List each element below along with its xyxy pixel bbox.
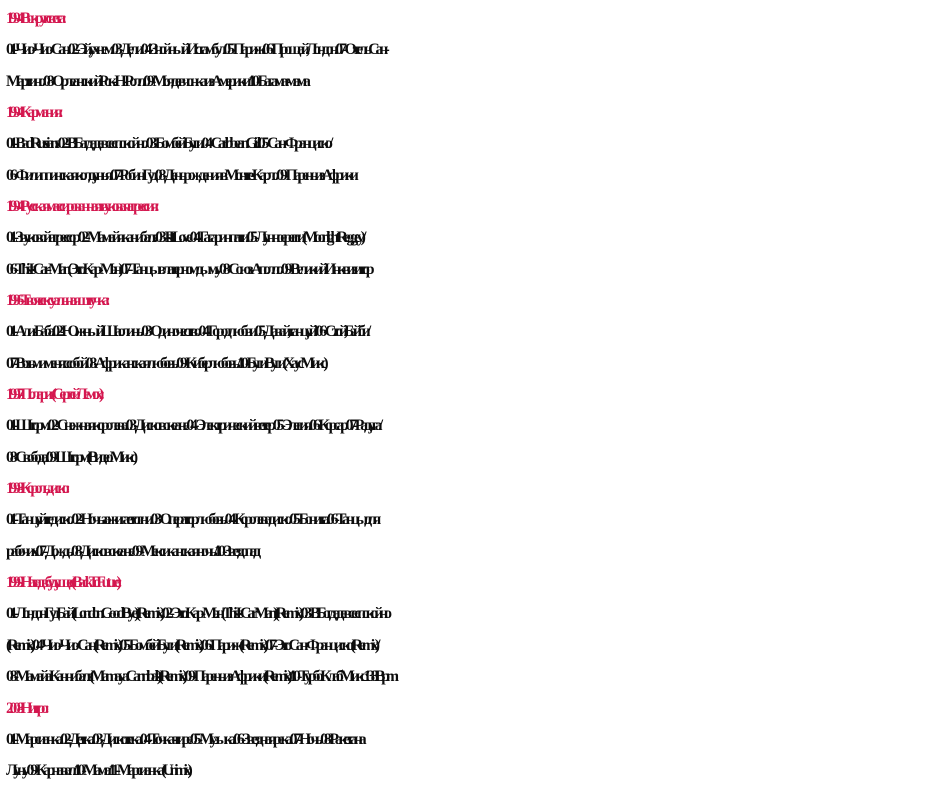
track-line: Мартино / 08 - Орлеанский Рок - Н - Ролл / 09 - Моя девчонка из Америки / 10 - Багама - мама: [6, 72, 307, 90]
track-line: 06 - This Is Car - Man (Это Кар - Мэн) / 07 - Танцы в лазерном дыму / 08 - Союз - Аполло / 09 - Великий Инквизитор: [6, 260, 371, 278]
track-list: [6, 410, 932, 473]
album-1994-karmaniya: [6, 97, 932, 191]
track-list: [6, 222, 932, 285]
album-1999-nazad-v-budushchee: [6, 567, 932, 693]
track-list: [6, 504, 932, 567]
track-line: 01 - Звуковой агрессор / 02 - Мамайя канибалз / 03 - Is It Love / 04 - Гагарин пати / 05 - Лунное регги (Moonlight Reggey) /: [6, 229, 363, 246]
album-title: 1997 - Поларис (Сергей Лемох):: [6, 386, 101, 403]
track-line: 01 - Али - Баба / 02 - Южный Шаолинь / 03 - Одиночество / 04 - Город любви / 05 - Давай, танцуй! / 06 - Стой, Бэйби /: [6, 323, 368, 340]
album-title: 1994 - Кармания:: [6, 104, 60, 121]
track-line: (Remix) / 04 - Чио - Чио - Сан (Remix) / 05 - Бомбей Буги (Remix) / 06 - Париж (Remix) / 07 - Это Сан - Франциско (Remix) /: [6, 636, 377, 654]
track-line: Луну / 09 - Карнавал / 10 - Мама / 11 - Марсианка (Unimix): [6, 762, 189, 779]
album-2008-nitro: [6, 693, 932, 787]
album-1994-vokrug-sveta: [6, 3, 932, 97]
track-line: 08 - Свобода / 09 - Шторм (Видео Микс): [6, 448, 135, 466]
track-line: рабочих / 07 - Дождь / 08 - Диско в океане / 09 - Мексиканская ночь / 10 - Звездопад: [6, 542, 257, 560]
track-list: [6, 34, 932, 97]
track-line: 08 - Мамайа Каннибалз (Mamaya Cannibals) (Remix) / 09 - Парень из Африки (Remix) / 10 - Турбо Клаб Микс 138 Bpm: [6, 668, 395, 685]
track-line: 06 - Филиппинская колдунья / 07 - Робин Гуд / 08 - День рождения в Монте - Карло / 09 - Парень из Африки: [6, 166, 355, 184]
track-list: [6, 598, 932, 693]
track-list: [6, 128, 932, 191]
track-line: 01 - Bad Russians / 02 - В Багдаде все спокойно / 03 - Бомбей Буги / 04 - Caribbean Girl / 05 - Сан - Франциско /: [6, 135, 330, 152]
album-1996-tvoya-shtuchka: [6, 285, 932, 379]
track-line: 01 - Танцуйте диско / 02 - Ночь зажигает огни / 03 - Оператор любовь / 04 - Королева диско / 05 - Бонита / 06 - Танцы для: [6, 511, 378, 528]
album-1998-korol-disko: [6, 473, 932, 567]
track-list: [6, 724, 932, 787]
album-title: 1994 - Вокруг света:: [6, 10, 63, 27]
album-1997-polaris: [6, 379, 932, 473]
album-title: 1998 - Король диско:: [6, 480, 67, 497]
album-title: 1994 - Русская массированная звуковая агрессия:: [6, 198, 156, 215]
track-line: 07 - Возьми меня с собой / 08 - Африканская любовь / 09 - Киберлюбовь / 10 - Буги Вуги (Хаус Микс): [6, 354, 325, 372]
album-title: 1999 - Назад в будущее (Back To Future):: [6, 574, 119, 591]
track-list: [6, 316, 932, 379]
track-line: 01 - Лондон Гуд Бай (London Good Bye) (Remix) / 02 - Это Кар - Мэн (This Is Car Man) (Remix) / 03 - В Богдаде все спокойно: [6, 605, 388, 622]
album-1994-russkaya-agressiya: [6, 191, 932, 285]
album-title: 2008 - Нитро:: [6, 699, 46, 717]
album-title: 1996 - Твоя сексуальная штучка:: [6, 292, 107, 309]
track-line: 01 - Шторм / 02 - Снежная королева / 03 - Диско в океане / 04 - Электрический ветер / 05 - Элегия / 06 - Корсар / 07 - Радуга /: [6, 417, 379, 434]
track-line: 01 - Марсианка / 02 - Детка / 03 - Дискотека / 04 - Точка - тире / 05 - Музыка / 06 - Звездная река / 07 - Ночь / 08 - Ракета на: [6, 730, 363, 748]
track-line: 01 - Чио - Чио - Сан / 02 - Эй, ухнем / 03 - Дели / 04 - Знойный Истамбул / 05 - Париж / 06 - Прощай, Лондон / 07 - Отель Сан -: [6, 41, 386, 58]
